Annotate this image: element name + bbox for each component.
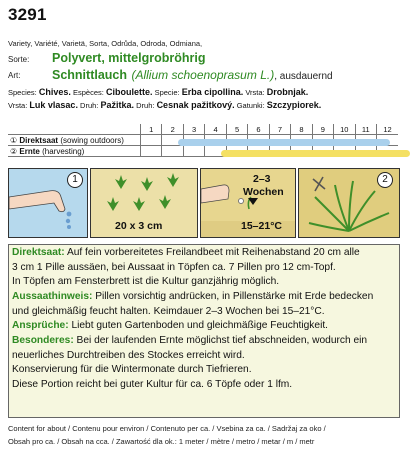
instructions-box bbox=[8, 244, 400, 418]
month-cell: 7 bbox=[269, 124, 290, 135]
text-line: neuerliches Durchtreiben des Stockes erreicht wird. bbox=[12, 349, 245, 361]
text-line: In Töpfen am Fensterbrett ist die Kultur ganzjährig möglich. bbox=[12, 276, 280, 288]
heading-requirements: Ansprüche: bbox=[12, 320, 69, 331]
month-cell: 6 bbox=[248, 124, 269, 135]
illustration-sowing bbox=[8, 168, 88, 238]
species-label: Vrsta: bbox=[8, 101, 28, 110]
content-note-line-1: Content for about / Contenu pour environ / Contenuto per ca. / Vsebina za ca. / Sadržaj za oko / bbox=[8, 424, 326, 433]
variety-name: Polyvert, mittelgrobröhrig bbox=[52, 51, 206, 65]
sorte-label: Sorte: bbox=[8, 55, 30, 64]
species-label: Specie: bbox=[154, 88, 180, 97]
calendar-row-label bbox=[8, 135, 141, 146]
instruction-special bbox=[12, 334, 367, 392]
instruction-direct-sowing bbox=[12, 246, 360, 290]
illustration-germination bbox=[200, 168, 296, 238]
species-translations-line-1: Species: Chives. Espèces: Ciboulette. Specie: Erba cipollina. Vrsta: Drobnjak. bbox=[8, 87, 309, 97]
harvest-period-bar bbox=[221, 150, 410, 157]
calendar-row-label bbox=[8, 146, 141, 157]
month-cell: 11 bbox=[355, 124, 376, 135]
art-label: Art: bbox=[8, 71, 21, 80]
step-1-badge: 1 bbox=[67, 172, 83, 188]
sowing-period-bar bbox=[178, 139, 390, 146]
species-value: Luk vlasac bbox=[29, 100, 76, 110]
month-cell: 2 bbox=[162, 124, 183, 135]
text-line: Auf fein vorbereitetes Freilandbeet mit Reihenabstand 20 cm alle bbox=[64, 247, 360, 258]
heading-special: Besonderes: bbox=[12, 335, 74, 346]
species-label: Species: bbox=[8, 88, 37, 97]
species-translations-line-2: Vrsta: Luk vlasac. Druh: Pažitka. Druh: Cesnak pažitkový. Gatunki: Szczypiorek. bbox=[8, 100, 322, 110]
species-name: Schnittlauch bbox=[52, 68, 128, 82]
species-value: Szczypiorek bbox=[266, 100, 319, 110]
germination-weeks-label: Wochen bbox=[243, 186, 284, 198]
month-cell: 1 bbox=[141, 124, 162, 135]
species-value: Ciboulette bbox=[105, 87, 150, 97]
species-label: Gatunki: bbox=[236, 101, 265, 110]
species-value: Chives bbox=[38, 87, 69, 97]
instruction-requirements bbox=[12, 319, 328, 334]
text-line: Diese Portion reicht bei guter Kultur für ca. 6 Töpfe oder 1 lfm. bbox=[12, 378, 293, 390]
row-name: Ernte bbox=[19, 146, 40, 156]
heading-sowing-note: Aussaathinweis: bbox=[12, 291, 93, 302]
text-line: Konservierung für die Wintermonate durch Tiefrieren. bbox=[12, 364, 252, 376]
germination-weeks: 2–3 bbox=[253, 173, 271, 185]
month-cell: 9 bbox=[312, 124, 333, 135]
species-title bbox=[52, 66, 333, 84]
species-value: Drobnjak bbox=[266, 87, 306, 97]
species-label: Vrsta: bbox=[245, 88, 265, 97]
step-2-marker: ② bbox=[10, 146, 18, 156]
step-1-marker: ① bbox=[10, 135, 18, 145]
heading-direct-sowing: Direktsaat: bbox=[12, 247, 65, 258]
germination-temperature: 15–21°C bbox=[241, 220, 282, 232]
month-cell: 12 bbox=[376, 124, 398, 135]
instruction-sowing-note bbox=[12, 290, 373, 319]
spacing-label: 20 x 3 cm bbox=[115, 220, 163, 232]
illustration-harvest bbox=[298, 168, 400, 238]
text-line: 3 cm 1 Pille aussäen, bei Aussaat in Töpfen ca. 7 Pillen pro 12 cm-Topf. bbox=[12, 261, 336, 273]
species-value: Erba cipollina bbox=[181, 87, 241, 97]
row-note: (harvesting) bbox=[42, 146, 85, 156]
species-value: Pažitka bbox=[100, 100, 132, 110]
month-cell: 10 bbox=[334, 124, 355, 135]
species-label: Druh: bbox=[80, 101, 99, 110]
content-note-line-2: Obsah pro ca. / Obsah na cca. / Zawartość dla ok.: 1 meter / mètre / metro / metar / m / metr bbox=[8, 437, 315, 446]
variety-languages: Variety, Variété, Varietä, Sorta, Odrůda, Odroda, Odmiana, bbox=[8, 39, 203, 48]
row-name: Direktsaat bbox=[19, 135, 59, 145]
calendar-corner bbox=[8, 124, 141, 135]
month-cell: 5 bbox=[226, 124, 247, 135]
calendar-month-row bbox=[8, 124, 398, 135]
species-latin: (Allium schoenoprasum L.) bbox=[131, 68, 275, 82]
month-cell: 4 bbox=[205, 124, 226, 135]
species-value: Cesnak pažitkový bbox=[156, 100, 233, 110]
row-note: (sowing outdoors) bbox=[60, 135, 124, 145]
arrow-down-icon bbox=[248, 198, 258, 205]
text-line: und gleichmäßig feucht halten. Keimdauer 2–3 Wochen bei 15–21°C. bbox=[12, 305, 325, 317]
month-cell: 8 bbox=[291, 124, 312, 135]
text-line: Bei der laufenden Ernte möglichst tief abschneiden, wodurch ein bbox=[73, 335, 368, 346]
text-line: Liebt guten Gartenboden und gleichmäßige Feuchtigkeit. bbox=[68, 320, 328, 331]
species-suffix: , ausdauernd bbox=[274, 71, 333, 82]
product-code: 3291 bbox=[8, 5, 47, 24]
species-label: Druh: bbox=[136, 101, 155, 110]
text-line: Pillen vorsichtig andrücken, in Pillenstärke mit Erde bedecken bbox=[92, 291, 374, 302]
species-label: Espèces: bbox=[73, 88, 104, 97]
illustration-spacing bbox=[90, 168, 198, 238]
month-cell: 3 bbox=[183, 124, 204, 135]
step-2-badge: 2 bbox=[377, 172, 393, 188]
